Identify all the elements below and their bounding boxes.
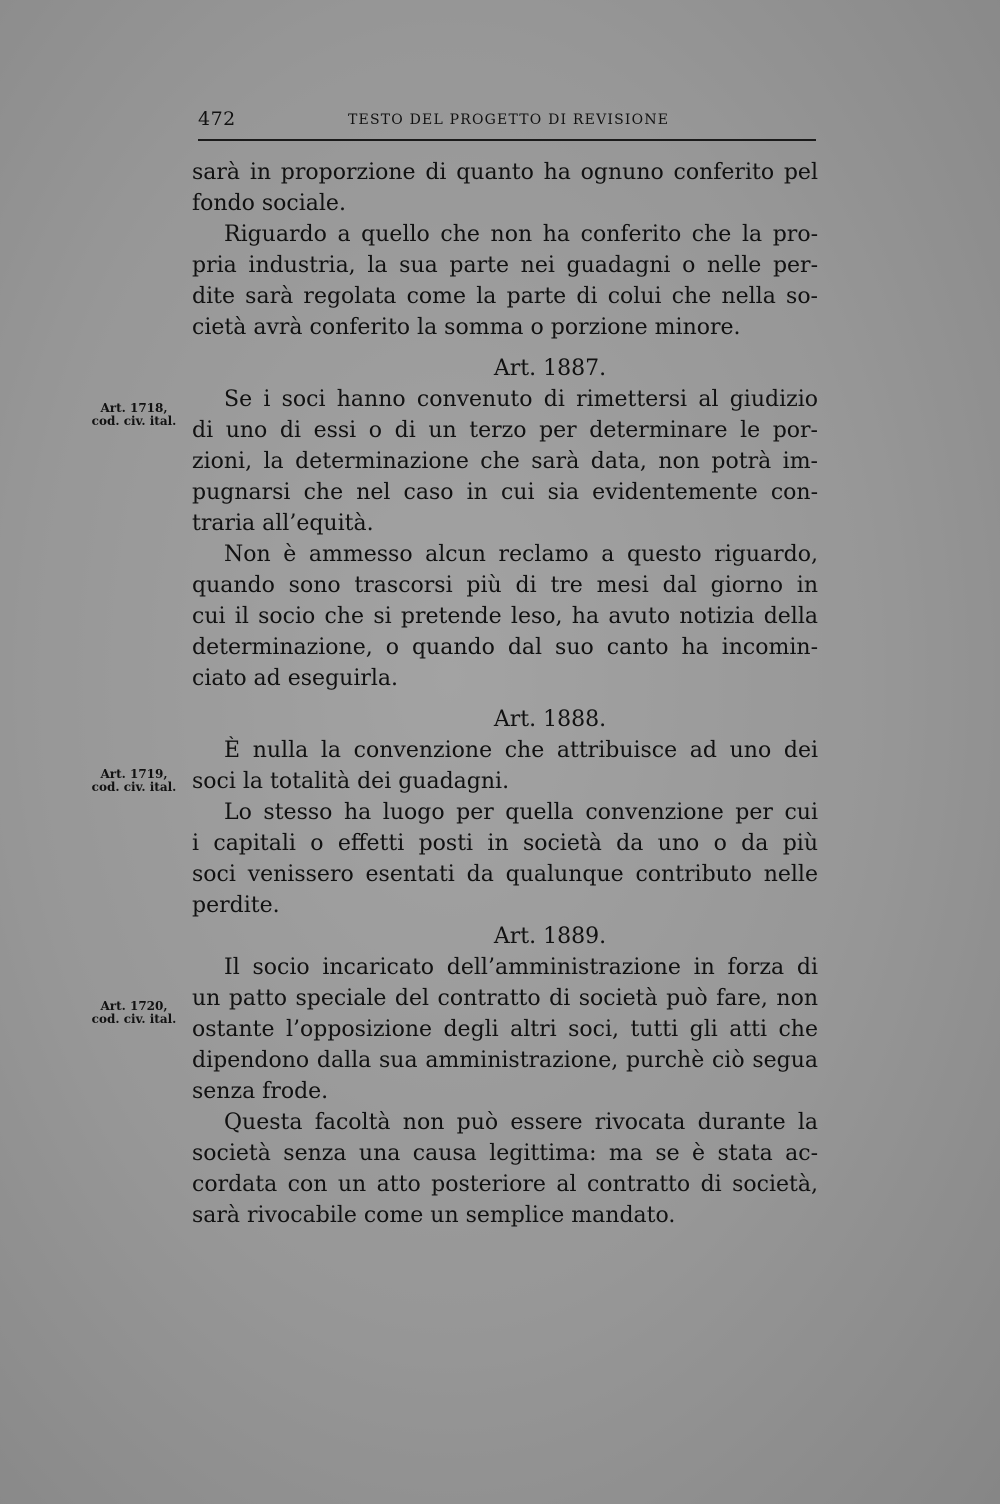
text-line: ciato ad eseguirla.	[192, 666, 399, 691]
text-line: cui il socio che si pretende leso, ha avuto notizia della	[192, 604, 818, 629]
text-line: i capitali o effetti posti in società da uno o da più	[192, 831, 818, 856]
running-head	[198, 108, 816, 132]
running-title: TESTO DEL PROGETTO DI REVISIONE	[348, 112, 670, 128]
text-line: dite sarà regolata come la parte di colui che nella so-	[192, 284, 818, 309]
text-line: soci la totalità dei guadagni.	[192, 769, 510, 794]
text-line: cietà avrà conferito la somma o porzione minore.	[192, 315, 741, 340]
text-line: dipendono dalla sua amministrazione, purchè ciò segua	[192, 1048, 818, 1073]
spacer	[192, 343, 818, 353]
text-line: sarà rivocabile come un semplice mandato.	[192, 1203, 676, 1228]
page-number: 472	[198, 108, 236, 130]
text-line: zioni, la determinazione che sarà data, non potrà im-	[192, 449, 818, 474]
margin-note-article: Art. 1719,	[100, 767, 168, 781]
article-heading-1887: Art. 1887.	[493, 356, 607, 381]
text-line: un patto speciale del contratto di società può fare, non	[192, 986, 818, 1011]
margin-note-code: cod. civ. ital.	[91, 1012, 177, 1026]
text-line: traria all’equità.	[192, 511, 374, 536]
margin-note-code: cod. civ. ital.	[91, 414, 177, 428]
text-line: È nulla la convenzione che attribuisce ad uno dei	[224, 738, 818, 763]
text-line: cordata con un atto posteriore al contratto di società,	[192, 1172, 818, 1197]
text-line: Se i soci hanno convenuto di rimettersi al giudizio	[224, 387, 818, 412]
text-line: determinazione, o quando dal suo canto ha incomin-	[192, 635, 818, 660]
article-heading-1889: Art. 1889.	[493, 924, 607, 949]
margin-note-1720	[82, 1000, 186, 1026]
text-line: ostante l’opposizione degli altri soci, tutti gli atti che	[192, 1017, 818, 1042]
spacer	[192, 694, 818, 704]
margin-note-1719	[82, 768, 186, 794]
text-line: Questa facoltà non può essere rivocata durante la	[224, 1110, 818, 1135]
text-line: soci venissero esentati da qualunque contributo nelle	[192, 862, 818, 887]
text-line: fondo sociale.	[192, 191, 346, 216]
header-rule	[198, 139, 816, 141]
margin-note-article: Art. 1720,	[100, 999, 168, 1013]
text-line: senza frode.	[192, 1079, 329, 1104]
text-line: pugnarsi che nel caso in cui sia evidentemente con-	[192, 480, 818, 505]
text-line: pria industria, la sua parte nei guadagni o nelle per-	[192, 253, 818, 278]
text-line: quando sono trascorsi più di tre mesi dal giorno in	[192, 573, 818, 598]
article-heading-1888: Art. 1888.	[493, 707, 607, 732]
margin-note-1718	[82, 402, 186, 428]
text-line: Il socio incaricato dell’amministrazione in forza di	[224, 955, 818, 980]
text-line: sarà in proporzione di quanto ha ognuno conferito pel	[192, 160, 818, 185]
text-line: Non è ammesso alcun reclamo a questo riguardo,	[224, 542, 818, 567]
text-line: Lo stesso ha luogo per quella convenzione per cui	[224, 800, 818, 825]
page-body	[192, 157, 818, 1231]
margin-note-code: cod. civ. ital.	[91, 780, 177, 794]
text-line: di uno di essi o di un terzo per determinare le por-	[192, 418, 818, 443]
text-line: perdite.	[192, 893, 280, 918]
text-line: società senza una causa legittima: ma se è stata ac-	[192, 1141, 818, 1166]
text-line: Riguardo a quello che non ha conferito che la pro-	[224, 222, 818, 247]
margin-note-article: Art. 1718,	[100, 401, 168, 415]
